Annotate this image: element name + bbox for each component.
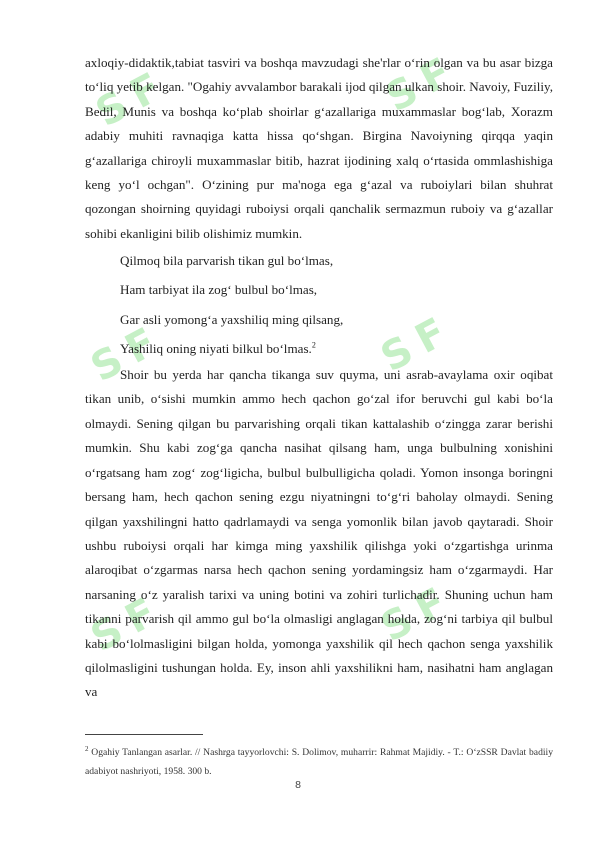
- watermark-logo: SF: [88, 59, 178, 137]
- footnote-text: Ogahiy Tanlangan asarlar. // Nashrga tayyorlovchi: S. Dolimov, muharrir: Rahmat Majidiy. - T.: O‘zSSR Davlat badiiy adabiyot nashriyoti, 1958. 300 b.: [85, 747, 553, 777]
- verse-line: Gar asli yomong‘a yaxshiliq ming qilsang,: [120, 311, 344, 327]
- verse-line: [85, 334, 553, 363]
- paragraph: axloqiy-didaktik,tabiat tasviri va boshqa mavzudagi she'rlar o‘rin olgan va bu asar bizga to‘liq yetib kelgan. "Ogahiy avvalambor barakali ijod qilgan ulkan shoir. Navoiy, Fuziliy, Bedil, Munis va boshqa ko‘plab shoirlar g‘azallariga muxammaslar bog‘lab, Xorazm adabiy muhiti ravnaqiga katta hissa qo‘shgan. Birgina Navoiyning qirqqa yaqin g‘azallariga chiroyli muxammaslar bitib, hazrat ijodining xalq o‘rtasida ommlashishiga keng yo‘l ochgan". O‘zining pur ma'noga ega g‘azal va ruboiylari bilan shuhrat qozongan shoirning quyidagi ruboiysi orqali qanchalik sermazmun ruboiy va g‘azallar sohibi ekanligini bilib olishimiz mumkin.: [85, 55, 554, 241]
- verse-text: Yashiliq oning niyati bilkul bo‘lmas.: [120, 340, 312, 356]
- verse-line: Ham tarbiyat ila zog‘ bulbul bo‘lmas,: [120, 282, 318, 298]
- body-text: [85, 51, 553, 705]
- page-number: 8: [295, 779, 301, 791]
- watermark-logo: SF: [83, 584, 173, 662]
- footnote-divider: [85, 734, 203, 735]
- verse-line: Qilmoq bila parvarish tikan gul bo‘lmas,: [120, 253, 334, 269]
- footnote: [85, 743, 553, 781]
- watermark-logo: SF: [378, 44, 468, 122]
- watermark-logo: SF: [373, 574, 463, 652]
- watermark-logo: SF: [83, 314, 173, 392]
- paragraph: Shoir bu yerda har qancha tikanga suv quyma, uni asrab-avaylama oxir oqibat tikan unib, o‘sishi mumkin ammo hech qachon go‘zal ifor beruvchi gul kabi bo‘la olmaydi. Sening qilgan bu parvarishing orqali tikan kattalashib o‘zingga zarar berishi mumkin. Shu kabi zog‘ga qancha nasihat qilsang ham, unga bulbulning xonishini o‘rgatsang ham zog‘ zog‘ligicha, bulbul bulbulligicha qoladi. Yomon insonga boringni bersang ham, hech qachon sening ezgu niyatningni to‘g‘ri baholay olmaydi. Sening qilgan yaxshilingni hatto qadrlamaydi va senga yomonlik bilan javob qaytaradi. Shoir ushbu ruboiysi orqali har kimga ming yaxshilik qilishga yoki o‘zgartishga urinma alaroqibat o‘zgarmas narsa hech qachon sening yordamingsiz ham o‘zgarmaydi. Har narsaning o‘z yaralish tarixi va uning botini va zohiri turlichadir. Shuning uchun ham tikanni parvarish qil ammo gul bo‘la olmasligi anglagan holda, zog‘ni tarbiya qil bulbul kabi bo‘lolmasligini bilgan holda, yomonga yaxshilik qil hech qachon senga yaxshilik qilolmasligini tushungan holda. Ey, inson ahli yaxshilikni ham, nasihatni ham anglagan va: [85, 367, 553, 700]
- footnote-number: 2: [85, 744, 89, 753]
- footnote-ref[interactable]: 2: [311, 340, 316, 350]
- watermark-logo: SF: [373, 304, 463, 382]
